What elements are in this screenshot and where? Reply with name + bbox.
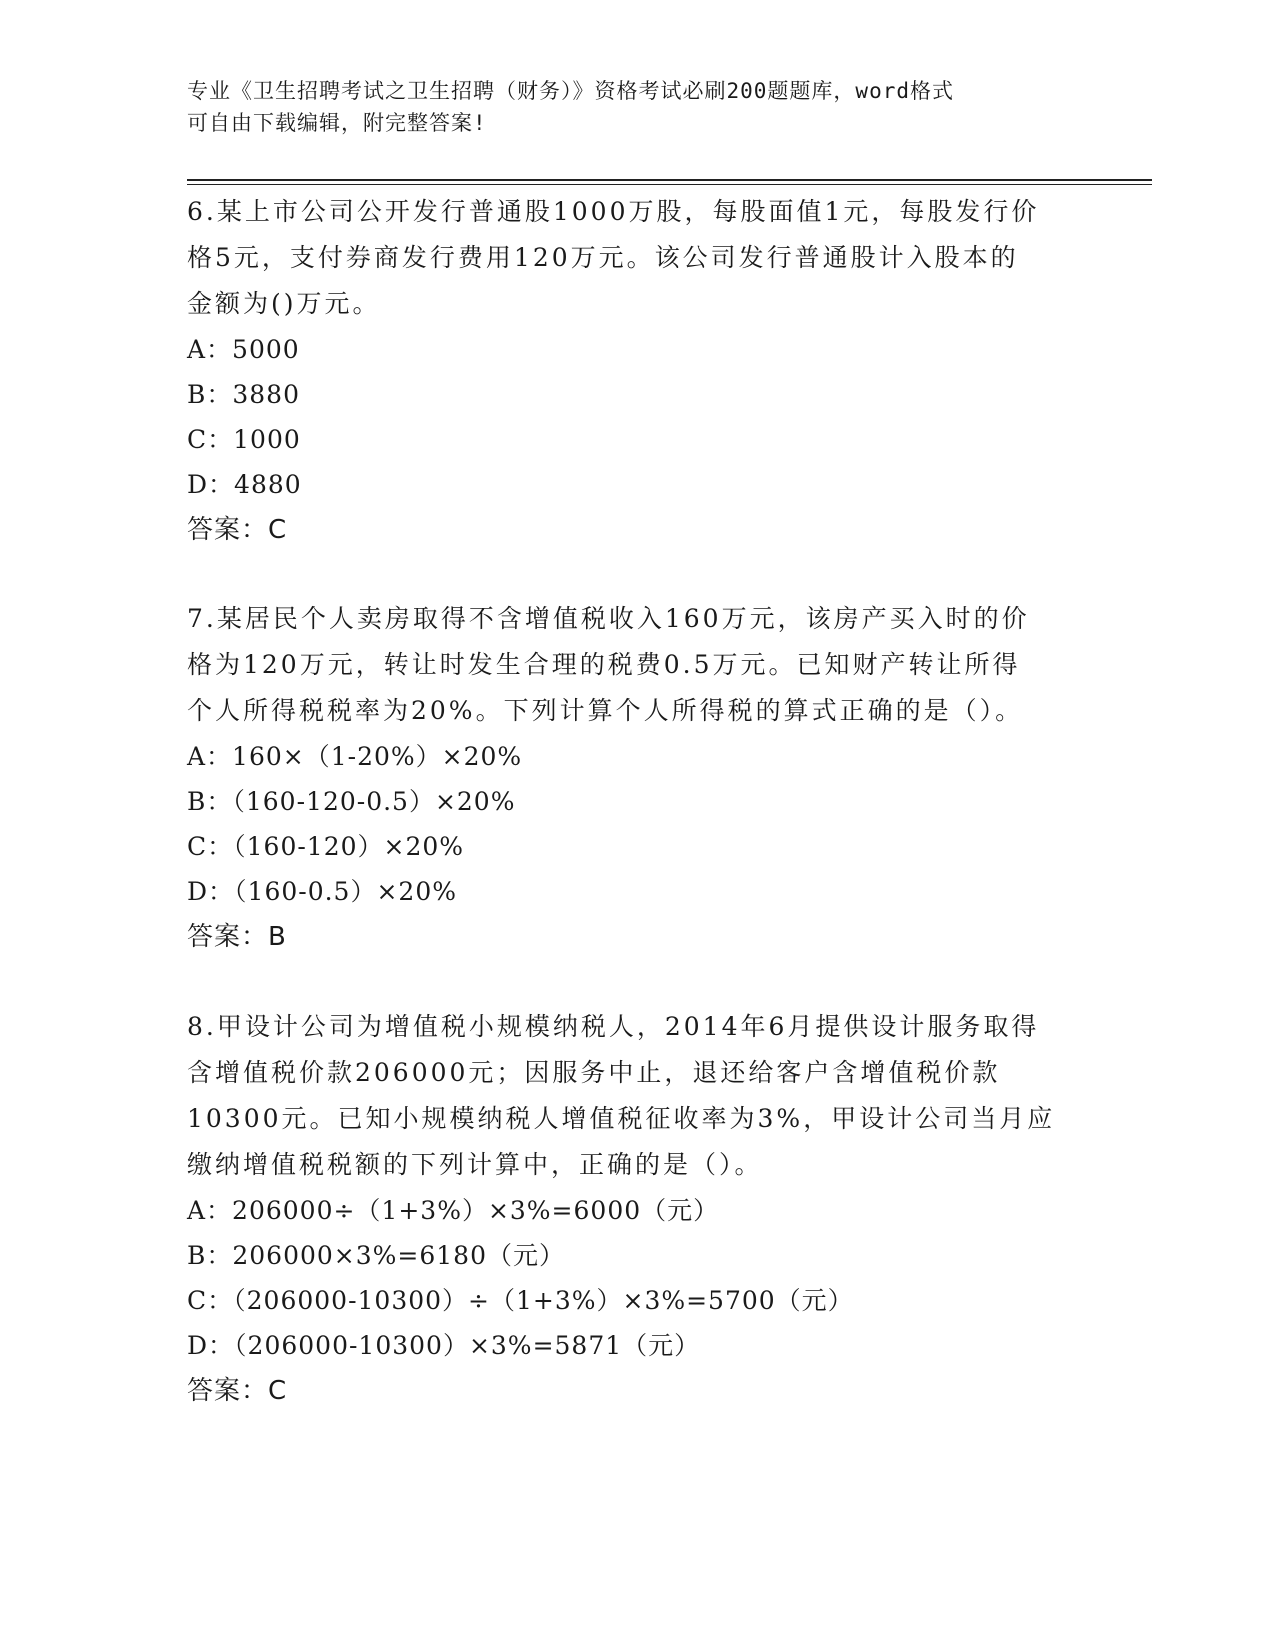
- question-text-line: 缴纳增值税税额的下列计算中，正确的是（）。: [187, 1150, 763, 1179]
- question-text-line: 个人所得税税率为20%。下列计算个人所得税的算式正确的是（）。: [187, 696, 1024, 725]
- question-text-line: 格5元，支付券商发行费用120万元。该公司发行普通股计入股本的: [187, 243, 1019, 272]
- option-a: A：206000÷（1+3%）×3%=6000（元）: [187, 1196, 720, 1225]
- header-divider-thin: [187, 184, 1152, 185]
- option-d: D：4880: [187, 470, 302, 499]
- option-b: B：（160-120-0.5）×20%: [187, 787, 516, 816]
- question-8: [187, 1004, 1087, 1414]
- option-c: C：（160-120）×20%: [187, 832, 465, 861]
- option-c: C：1000: [187, 425, 301, 454]
- answer-line: 答案：C: [187, 1376, 288, 1406]
- answer-line: 答案：B: [187, 922, 287, 952]
- option-c: C：（206000-10300）÷（1+3%）×3%=5700（元）: [187, 1286, 854, 1315]
- question-text-line: 金额为()万元。: [187, 289, 381, 318]
- option-d: D：（206000-10300）×3%=5871（元）: [187, 1331, 701, 1360]
- header-title-line-1: 专业《卫生招聘考试之卫生招聘（财务）》资格考试必刷200题题库，word格式: [187, 79, 954, 103]
- document-header: [187, 75, 1067, 139]
- option-a: A：5000: [187, 335, 300, 364]
- answer-line: 答案：C: [187, 515, 288, 545]
- question-7: [187, 596, 1087, 960]
- question-text-line: 7.某居民个人卖房取得不含增值税收入160万元，该房产买入时的价: [187, 604, 1030, 633]
- option-a: A：160×（1-20%）×20%: [187, 742, 523, 771]
- question-text-line: 8.甲设计公司为增值税小规模纳税人，2014年6月提供设计服务取得: [187, 1012, 1040, 1041]
- header-divider-thick: [187, 179, 1152, 181]
- question-text-line: 含增值税价款206000元；因服务中止，退还给客户含增值税价款: [187, 1058, 1001, 1087]
- option-b: B：3880: [187, 380, 300, 409]
- question-text-line: 格为120万元，转让时发生合理的税费0.5万元。已知财产转让所得: [187, 650, 1021, 679]
- question-6: [187, 189, 1087, 553]
- question-text-line: 10300元。已知小规模纳税人增值税征收率为3%，甲设计公司当月应: [187, 1104, 1056, 1133]
- question-text-line: 6.某上市公司公开发行普通股1000万股，每股面值1元，每股发行价: [187, 197, 1040, 226]
- header-title-line-2: 可自由下载编辑，附完整答案!: [187, 111, 487, 135]
- option-d: D：（160-0.5）×20%: [187, 877, 457, 906]
- option-b: B：206000×3%=6180（元）: [187, 1241, 565, 1270]
